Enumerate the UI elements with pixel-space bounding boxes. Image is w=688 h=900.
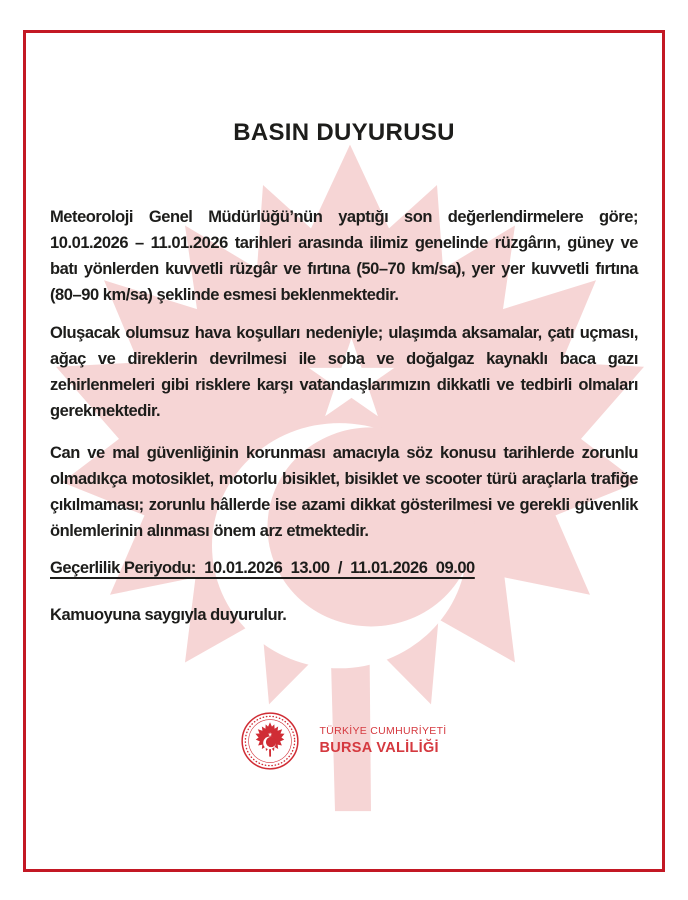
validity-period-line: Geçerlilik Periyodu: 10.01.2026 13.00 / 11.01.2026 09.00 — [50, 559, 475, 577]
bursa-governorship-emblem-icon — [241, 712, 299, 770]
footer-logo-text — [319, 725, 446, 757]
paragraph-risk-warning: Oluşacak olumsuz hava koşulları nedeniyle; ulaşımda aksamalar, çatı uçması, ağaç ve direklerin devrilmesi ile soba ve doğalgaz kaynaklı baca gazı zehirlenmeleri gibi risklere karşı vatandaşlarımızın dikkatli ve tedbirli olmaları gerekmektedir. — [50, 324, 638, 420]
paragraph-weather-forecast: Meteoroloji Genel Müdürlüğü’nün yaptığı son değerlendirmelere göre; 10.01.2026 – 11.01.2026 tarihleri arasında ilimiz genelinde rüzgârın, güney ve batı yönlerden kuvvetli rüzgâr ve fırtına (50–70 km/sa), yer yer kuvvetli fırtına (80–90 km/sa) şeklinde esmesi beklenmektedir. — [50, 208, 638, 304]
logo-republic-label: TÜRKİYE CUMHURİYETİ — [319, 725, 447, 737]
paragraph-safety-advice: Can ve mal güvenliğinin korunması amacıyla söz konusu tarihlerde zorunlu olmadıkça motosiklet, motorlu bisiklet, bisiklet ve scooter türü araçlarla trafiğe çıkılmaması; zorunlu hâllerde ise azami dikkat gösterilmesi ve gerekli güvenlik önlemlerinin alınması önem arz etmektedir. — [50, 444, 638, 540]
closing-line: Kamuoyuna saygıyla duyurulur. — [50, 606, 287, 624]
page-title: BASIN DUYURUSU — [233, 119, 455, 146]
document-content — [50, 0, 638, 770]
logo-governorship-label: BURSA VALİLİĞİ — [319, 740, 439, 756]
footer-logo — [50, 712, 638, 770]
